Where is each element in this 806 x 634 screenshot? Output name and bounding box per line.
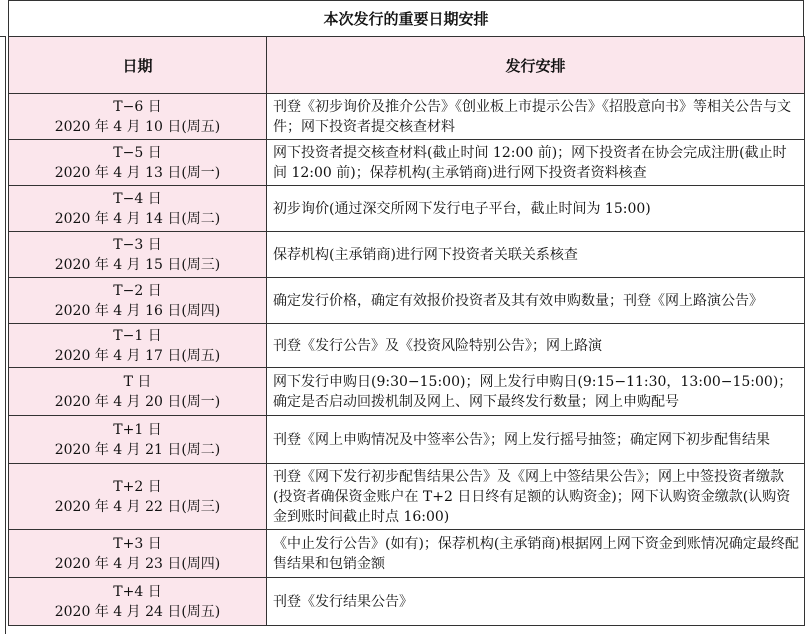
date-cell — [9, 140, 267, 186]
plan-cell: 《中止发行公告》(如有)；保荐机构(主承销商)根据网上网下资金到账情况确定最终配售结果和包销金额 — [267, 530, 805, 578]
header-plan: 发行安排 — [267, 37, 805, 94]
day-label: T−5 日 — [113, 144, 162, 161]
table-row — [9, 530, 805, 578]
day-label: T+4 日 — [113, 583, 162, 600]
plan-cell: 确定发行价格，确定有效报价投资者及其有效申购数量；刊登《网上路演公告》 — [267, 278, 805, 324]
day-label: T−4 日 — [113, 190, 162, 207]
date-cell — [9, 578, 267, 626]
plan-cell: 保荐机构(主承销商)进行网下投资者关联关系核查 — [267, 232, 805, 278]
date-cell — [9, 368, 267, 416]
table-row — [9, 278, 805, 324]
table-row — [9, 578, 805, 626]
date-label: 2020 年 4 月 21 日(周二) — [54, 441, 221, 458]
header-row — [9, 37, 805, 94]
plan-cell: 刊登《发行结果公告》 — [267, 578, 805, 626]
plan-cell: 初步询价(通过深交所网下发行电子平台，截止时间为 15:00) — [267, 186, 805, 232]
date-cell — [9, 464, 267, 530]
day-label: T−3 日 — [113, 236, 162, 253]
date-label: 2020 年 4 月 13 日(周一) — [54, 164, 221, 181]
plan-cell: 网下投资者提交核查材料(截止时间 12:00 前)；网下投资者在协会完成注册(截止时间 12:00 前)；保荐机构(主承销商)进行网下投资者资料核查 — [267, 140, 805, 186]
date-label: 2020 年 4 月 14 日(周二) — [54, 210, 221, 227]
date-label: 2020 年 4 月 24 日(周五) — [54, 603, 221, 620]
date-cell — [9, 278, 267, 324]
day-label: T−1 日 — [113, 327, 162, 344]
day-label: T+2 日 — [113, 478, 162, 495]
plan-cell: 网下发行申购日(9:30−15:00)；网上发行申购日(9:15−11:30，13:00−15:00)；确定是否启动回拨机制及网上、网下最终发行数量；网上申购配号 — [267, 368, 805, 416]
plan-cell: 刊登《初步询价及推介公告》《创业板上市提示公告》《招股意向书》等相关公告与文件；网下投资者提交核查材料 — [267, 94, 805, 140]
table-row — [9, 186, 805, 232]
date-cell — [9, 324, 267, 368]
date-cell — [9, 186, 267, 232]
table-row — [9, 140, 805, 186]
table-row — [9, 464, 805, 530]
table-row — [9, 324, 805, 368]
schedule-table — [8, 36, 805, 626]
plan-cell: 刊登《网下发行初步配售结果公告》及《网上中签结果公告》；网上中签投资者缴款(投资者确保资金账户在 T+2 日日终有足额的认购资金)；网下认购资金缴款(认购资金到账时间截止时点 16:00) — [267, 464, 805, 530]
date-cell — [9, 232, 267, 278]
plan-cell: 刊登《网上申购情况及中签率公告》；网上发行摇号抽签；确定网下初步配售结果 — [267, 416, 805, 464]
table-row — [9, 94, 805, 140]
table-title: 本次发行的重要日期安排 — [8, 0, 804, 36]
day-label: T+3 日 — [113, 535, 162, 552]
day-label: T+1 日 — [113, 421, 162, 438]
date-cell — [9, 530, 267, 578]
date-cell — [9, 94, 267, 140]
plan-cell: 刊登《发行公告》及《投资风险特别公告》；网上路演 — [267, 324, 805, 368]
header-date: 日期 — [9, 37, 267, 94]
date-label: 2020 年 4 月 20 日(周一) — [54, 393, 221, 410]
date-label: 2020 年 4 月 17 日(周五) — [54, 347, 221, 364]
day-label: T−2 日 — [113, 282, 162, 299]
date-label: 2020 年 4 月 15 日(周三) — [54, 256, 221, 273]
day-label: T 日 — [123, 373, 152, 390]
table-row — [9, 232, 805, 278]
date-label: 2020 年 4 月 23 日(周四) — [54, 555, 221, 572]
table-row — [9, 368, 805, 416]
table-row — [9, 416, 805, 464]
left-page-rule — [0, 36, 6, 634]
date-label: 2020 年 4 月 22 日(周三) — [54, 498, 221, 515]
schedule-table-container — [8, 0, 804, 626]
day-label: T−6 日 — [113, 98, 162, 115]
date-label: 2020 年 4 月 16 日(周四) — [54, 302, 221, 319]
date-cell — [9, 416, 267, 464]
date-label: 2020 年 4 月 10 日(周五) — [54, 118, 221, 135]
